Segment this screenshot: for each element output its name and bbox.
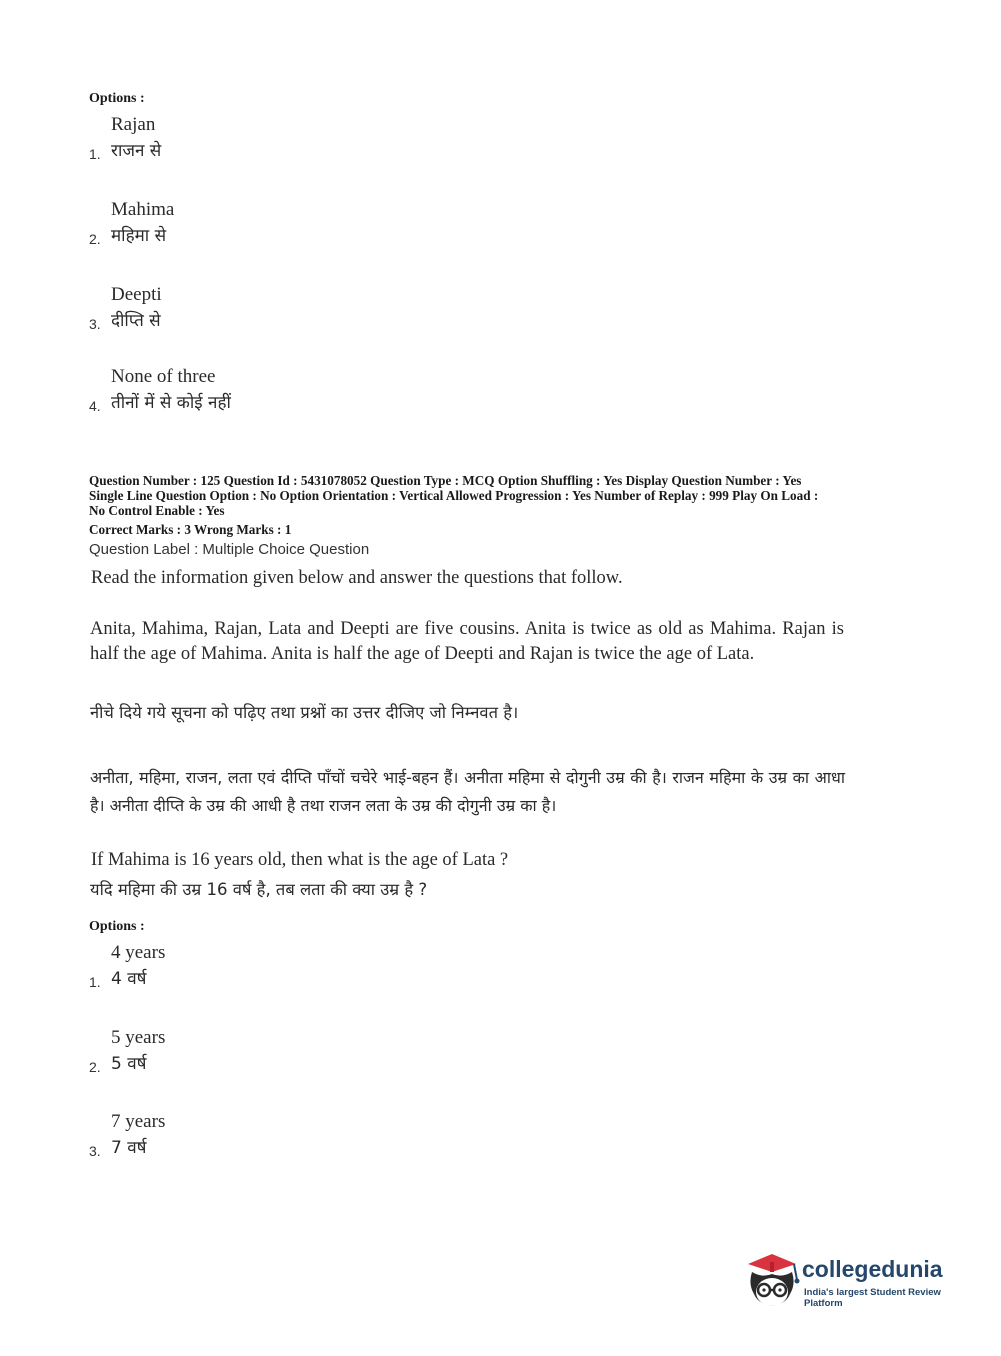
meta-line: No Control Enable : Yes — [89, 503, 225, 518]
option-text-hi: महिमा से — [111, 226, 167, 246]
option-item[interactable] — [89, 942, 489, 1002]
instruction-en: Read the information given below and answer the questions that follow. — [91, 568, 623, 588]
option-text-hi: राजन से — [111, 141, 162, 161]
option-text-hi: 5 वर्ष — [111, 1054, 147, 1074]
option-item[interactable] — [89, 1027, 489, 1087]
option-number: 2. — [89, 1059, 101, 1075]
passage-en: Anita, Mahima, Rajan, Lata and Deepti are five cousins. Anita is twice as old as Mahima. Rajan is half the age of Mahima. Anita is half the age of Deepti and Rajan is twice the age of Lata. — [90, 619, 844, 664]
option-text-en: Mahima — [111, 199, 175, 220]
mascot-icon — [742, 1250, 802, 1314]
option-item[interactable] — [89, 366, 489, 426]
question-label: Question Label : Multiple Choice Question — [89, 541, 370, 558]
question-text-en: If Mahima is 16 years old, then what is the age of Lata ? — [91, 850, 509, 870]
option-text-en: Rajan — [111, 114, 156, 135]
option-text-en: Deepti — [111, 284, 162, 305]
option-number: 3. — [89, 316, 101, 332]
option-number: 1. — [89, 146, 101, 162]
option-item[interactable] — [89, 199, 489, 259]
meta-line: Question Number : 125 Question Id : 5431078052 Question Type : MCQ Option Shuffling : Yes Display Question Number : Yes — [89, 473, 802, 488]
option-text-en: None of three — [111, 366, 216, 387]
option-text-en: 5 years — [111, 1027, 166, 1048]
options-heading: Options : — [89, 91, 145, 106]
question-meta — [89, 473, 919, 537]
option-text-hi: तीनों में से कोई नहीं — [111, 393, 231, 413]
question-text-hi: यदि महिमा की उम्र 16 वर्ष है, तब लता की क्या उम्र है ? — [90, 880, 428, 899]
option-item[interactable] — [89, 114, 489, 174]
option-text-hi: 4 वर्ष — [111, 969, 147, 989]
option-number: 3. — [89, 1143, 101, 1159]
meta-line: Single Line Question Option : No Option Orientation : Vertical Allowed Progression : Yes Number of Replay : 999 Play On Load : — [89, 488, 819, 503]
option-number: 4. — [89, 398, 101, 414]
brand-tagline: India's largest Student Review Platform — [804, 1287, 941, 1309]
option-text-hi: 7 वर्ष — [111, 1138, 147, 1158]
marks-line: Correct Marks : 3 Wrong Marks : 1 — [89, 522, 292, 537]
passage-hi: अनीता, महिमा, राजन, लता एवं दीप्ति पाँचों चचेरे भाई-बहन हैं। अनीता महिमा से दोगुनी उम्र की है। राजन महिमा के उम्र का आधा है। अनीता दीप्ति के उम्र की आधी है तथा राजन लता के उम्र की दोगुनी उम्र का है। — [90, 768, 845, 815]
option-text-en: 7 years — [111, 1111, 166, 1132]
option-item[interactable] — [89, 284, 489, 344]
brand-name: collegedunia — [802, 1256, 943, 1282]
option-number: 1. — [89, 974, 101, 990]
options-heading: Options : — [89, 919, 145, 934]
option-text-hi: दीप्ति से — [111, 311, 161, 331]
option-text-en: 4 years — [111, 942, 166, 963]
collegedunia-logo — [742, 1250, 972, 1314]
option-number: 2. — [89, 231, 101, 247]
instruction-hi: नीचे दिये गये सूचना को पढ़िए तथा प्रश्नों का उत्तर दीजिए जो निम्नवत है। — [90, 703, 519, 722]
option-item[interactable] — [89, 1111, 489, 1171]
